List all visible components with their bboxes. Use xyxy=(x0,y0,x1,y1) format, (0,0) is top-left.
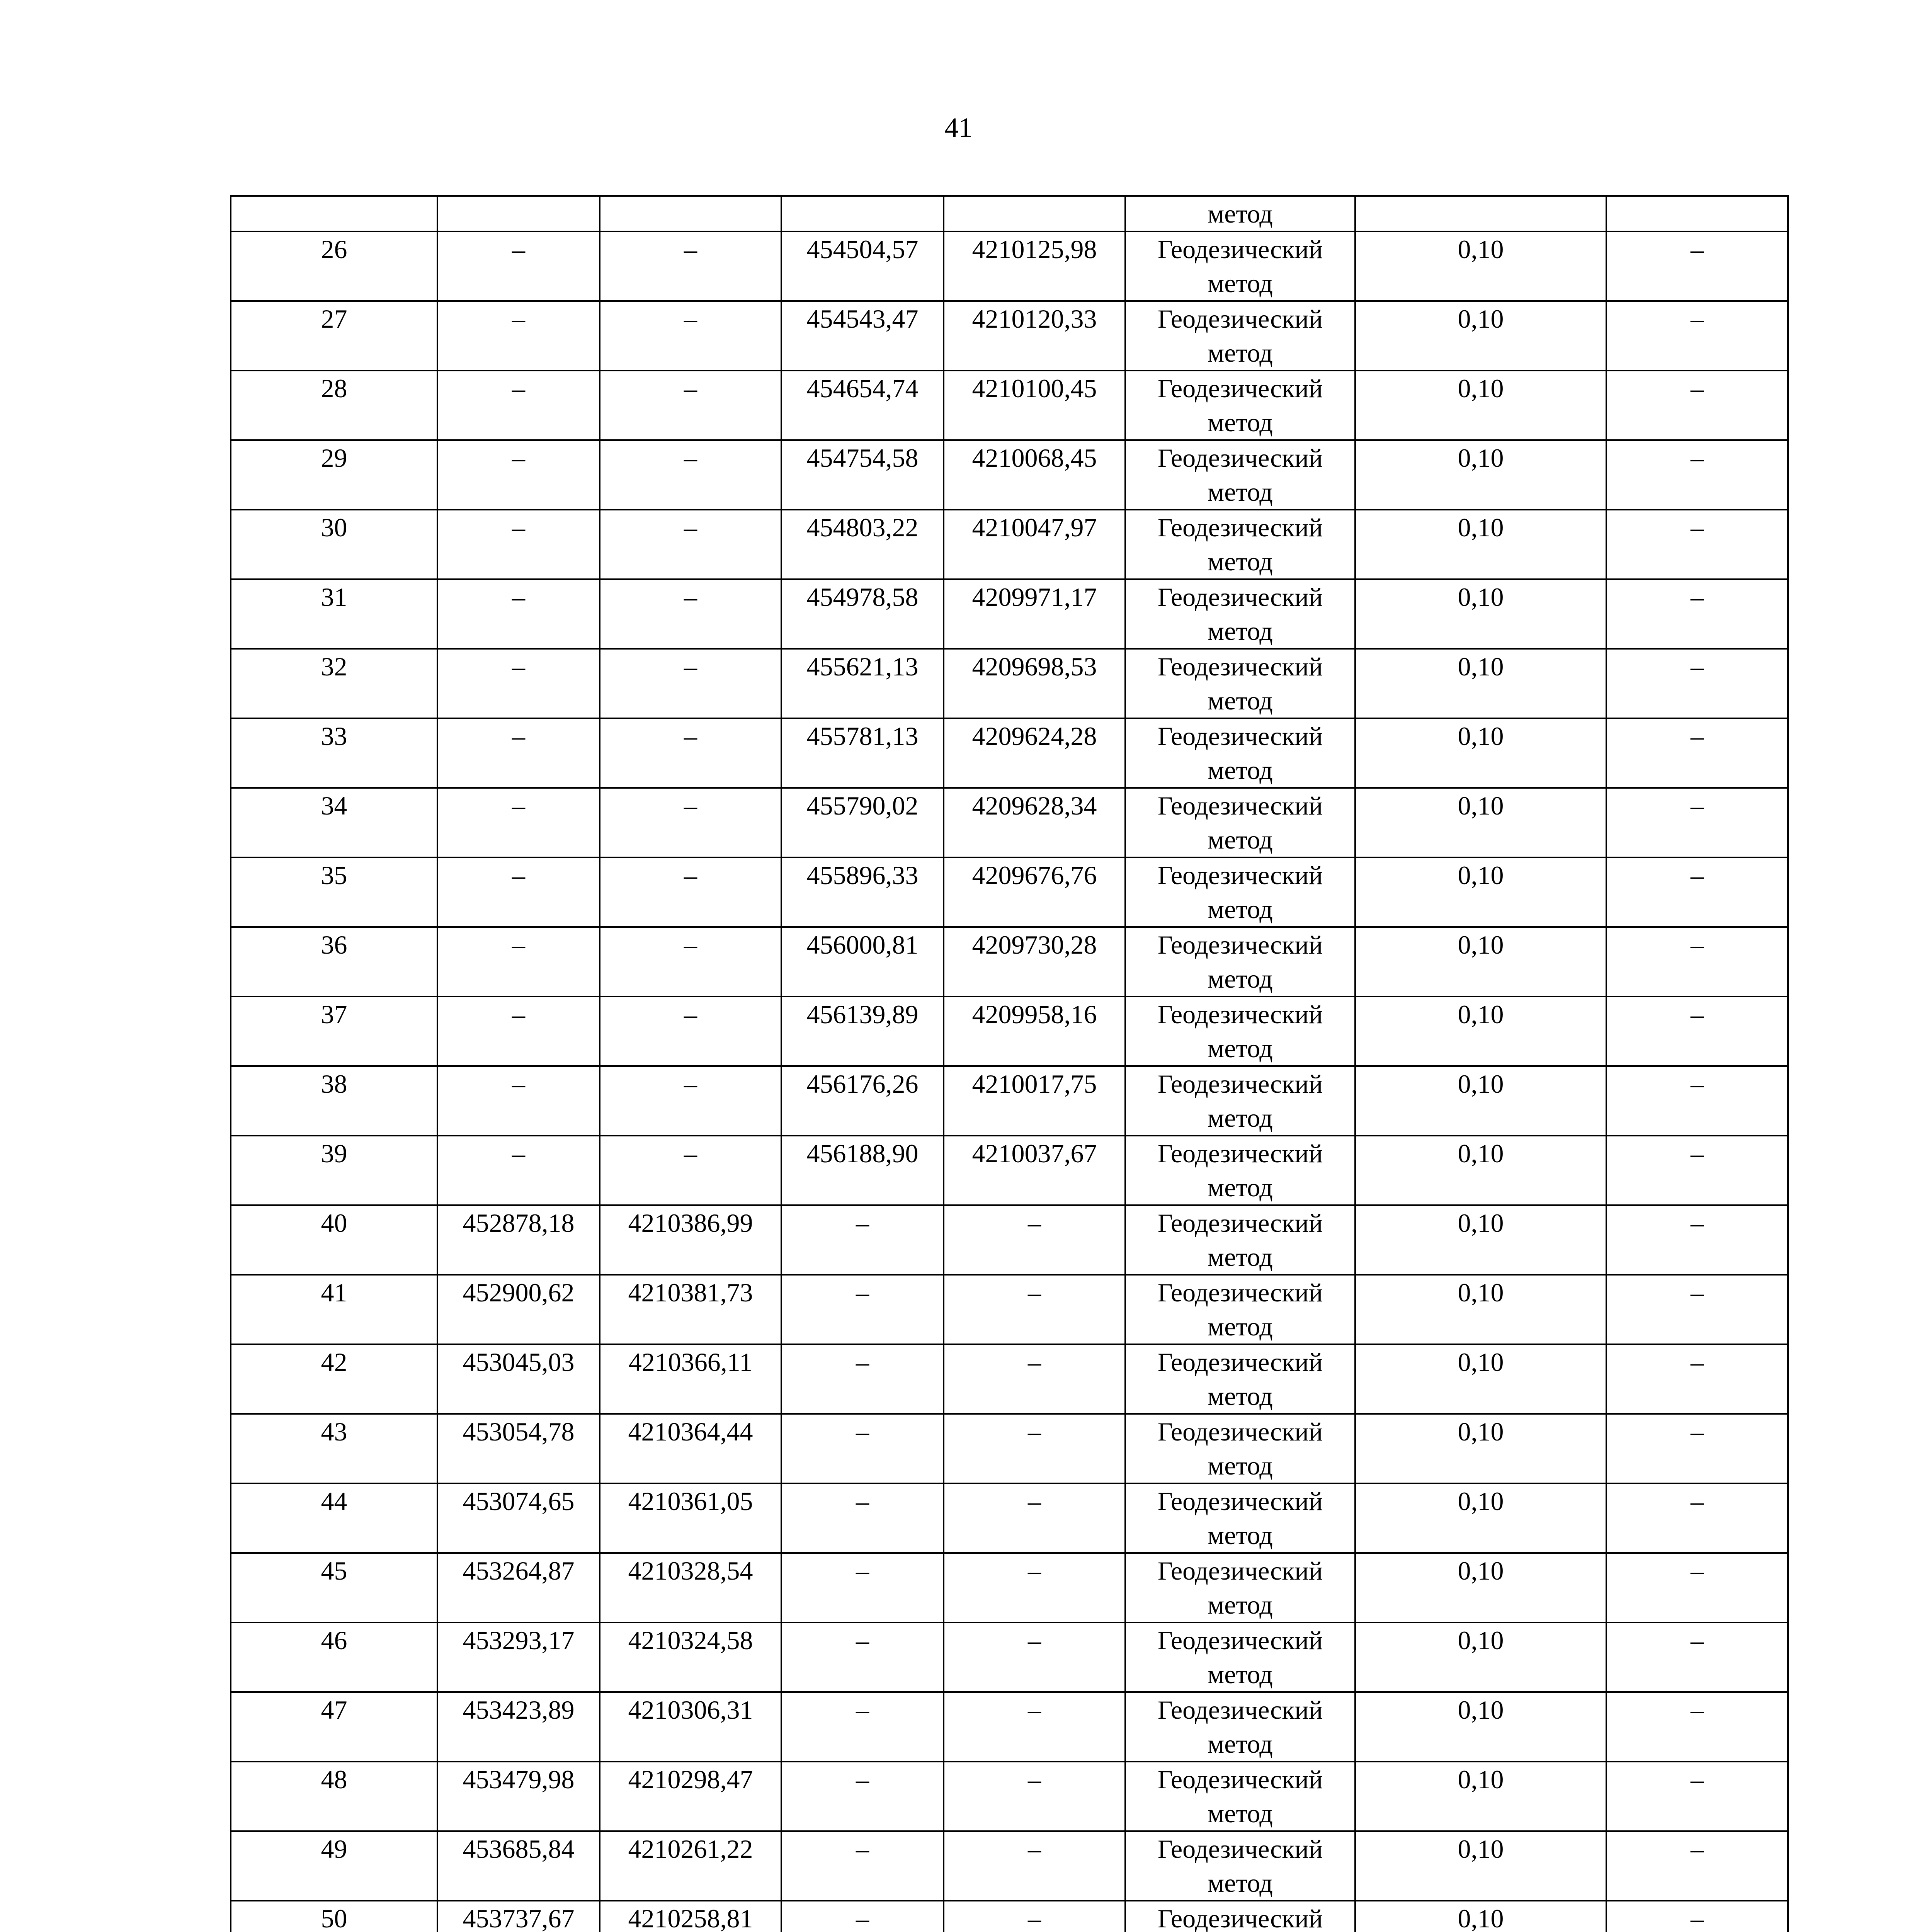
cell-y-new: – xyxy=(944,1344,1125,1414)
table-body xyxy=(231,196,1788,1932)
cell-accuracy: 0,10 xyxy=(1355,857,1606,927)
cell-accuracy: 0,10 xyxy=(1355,1692,1606,1762)
cell-note: – xyxy=(1606,1066,1788,1136)
cell-y-new: – xyxy=(944,1205,1125,1275)
cell-empty xyxy=(1606,196,1788,231)
cell-x-new: – xyxy=(781,1622,944,1692)
cell-method: Геодезический метод xyxy=(1125,1553,1355,1622)
cell-y-existing: 4210366,11 xyxy=(600,1344,781,1414)
cell-method: Геодезический метод xyxy=(1125,1692,1355,1762)
table-row xyxy=(231,510,1788,579)
cell-accuracy: 0,10 xyxy=(1355,1901,1606,1932)
cell-y-new: 4210068,45 xyxy=(944,440,1125,510)
cell-x-existing: 452900,62 xyxy=(437,1275,600,1344)
cell-x-new: 455781,13 xyxy=(781,718,944,788)
cell-x-new: 456139,89 xyxy=(781,997,944,1066)
cell-accuracy: 0,10 xyxy=(1355,1831,1606,1901)
cell-y-existing: – xyxy=(600,857,781,927)
table-row xyxy=(231,997,1788,1066)
cell-x-new: – xyxy=(781,1762,944,1831)
cell-note: – xyxy=(1606,1414,1788,1483)
cell-y-existing: – xyxy=(600,997,781,1066)
cell-y-existing: – xyxy=(600,301,781,371)
cell-x-existing: – xyxy=(437,231,600,301)
cell-method: Геодезический метод xyxy=(1125,1762,1355,1831)
cell-number: 37 xyxy=(231,997,437,1066)
cell-method: Геодезический метод xyxy=(1125,1205,1355,1275)
cell-y-new: 4209730,28 xyxy=(944,927,1125,997)
cell-method: Геодезический метод xyxy=(1125,1136,1355,1205)
cell-x-existing: – xyxy=(437,579,600,649)
cell-method: Геодезический метод xyxy=(1125,579,1355,649)
cell-note: – xyxy=(1606,788,1788,857)
cell-number: 44 xyxy=(231,1483,437,1553)
table-row xyxy=(231,788,1788,857)
table-row xyxy=(231,927,1788,997)
cell-note: – xyxy=(1606,1344,1788,1414)
cell-method: Геодезический xyxy=(1125,1901,1355,1932)
cell-y-existing: – xyxy=(600,510,781,579)
cell-x-new: 456000,81 xyxy=(781,927,944,997)
cell-x-new: 454543,47 xyxy=(781,301,944,371)
cell-accuracy: 0,10 xyxy=(1355,1344,1606,1414)
cell-y-new: 4210125,98 xyxy=(944,231,1125,301)
cell-number: 27 xyxy=(231,301,437,371)
cell-accuracy: 0,10 xyxy=(1355,231,1606,301)
cell-x-existing: 453737,67 xyxy=(437,1901,600,1932)
table-row xyxy=(231,1762,1788,1831)
cell-note: – xyxy=(1606,301,1788,371)
cell-y-new: 4210017,75 xyxy=(944,1066,1125,1136)
cell-number: 29 xyxy=(231,440,437,510)
cell-note: – xyxy=(1606,718,1788,788)
cell-x-existing: – xyxy=(437,857,600,927)
cell-y-existing: 4210258,81 xyxy=(600,1901,781,1932)
cell-accuracy: 0,10 xyxy=(1355,788,1606,857)
table-row xyxy=(231,1831,1788,1901)
cell-x-new: – xyxy=(781,1275,944,1344)
cell-x-new: 455790,02 xyxy=(781,788,944,857)
cell-x-existing: – xyxy=(437,1136,600,1205)
cell-accuracy: 0,10 xyxy=(1355,1275,1606,1344)
cell-number: 30 xyxy=(231,510,437,579)
cell-number: 34 xyxy=(231,788,437,857)
cell-accuracy: 0,10 xyxy=(1355,510,1606,579)
cell-y-new: 4210100,45 xyxy=(944,371,1125,440)
cell-x-existing: 453045,03 xyxy=(437,1344,600,1414)
cell-note: – xyxy=(1606,1622,1788,1692)
cell-number: 35 xyxy=(231,857,437,927)
cell-method: Геодезический метод xyxy=(1125,718,1355,788)
cell-note: – xyxy=(1606,1553,1788,1622)
cell-y-new: – xyxy=(944,1622,1125,1692)
table-row xyxy=(231,1344,1788,1414)
cell-y-new: – xyxy=(944,1762,1125,1831)
cell-y-new: 4210037,67 xyxy=(944,1136,1125,1205)
cell-x-existing: 453423,89 xyxy=(437,1692,600,1762)
cell-x-new: – xyxy=(781,1414,944,1483)
cell-y-existing: 4210381,73 xyxy=(600,1275,781,1344)
table-row xyxy=(231,857,1788,927)
cell-x-new: – xyxy=(781,1344,944,1414)
cell-empty xyxy=(231,196,437,231)
cell-y-new: – xyxy=(944,1901,1125,1932)
cell-empty xyxy=(944,196,1125,231)
cell-empty xyxy=(1355,196,1606,231)
cell-y-new: 4209624,28 xyxy=(944,718,1125,788)
cell-x-existing: 453479,98 xyxy=(437,1762,600,1831)
cell-y-new: – xyxy=(944,1414,1125,1483)
cell-note: – xyxy=(1606,1136,1788,1205)
cell-x-new: 456188,90 xyxy=(781,1136,944,1205)
cell-x-new: – xyxy=(781,1553,944,1622)
cell-number: 40 xyxy=(231,1205,437,1275)
cell-number: 38 xyxy=(231,1066,437,1136)
cell-x-new: 454504,57 xyxy=(781,231,944,301)
cell-note: – xyxy=(1606,927,1788,997)
cell-y-new: – xyxy=(944,1553,1125,1622)
cell-accuracy: 0,10 xyxy=(1355,579,1606,649)
cell-y-new: 4209958,16 xyxy=(944,997,1125,1066)
cell-x-existing: – xyxy=(437,301,600,371)
cell-x-existing: – xyxy=(437,440,600,510)
cell-note: – xyxy=(1606,1762,1788,1831)
cell-x-new: – xyxy=(781,1831,944,1901)
cell-y-existing: 4210261,22 xyxy=(600,1831,781,1901)
table-row xyxy=(231,301,1788,371)
cell-number: 50 xyxy=(231,1901,437,1932)
cell-accuracy: 0,10 xyxy=(1355,440,1606,510)
cell-x-existing: – xyxy=(437,788,600,857)
cell-x-new: 456176,26 xyxy=(781,1066,944,1136)
cell-x-new: 454978,58 xyxy=(781,579,944,649)
cell-note: – xyxy=(1606,1275,1788,1344)
cell-method: Геодезический метод xyxy=(1125,1344,1355,1414)
cell-number: 45 xyxy=(231,1553,437,1622)
cell-accuracy: 0,10 xyxy=(1355,927,1606,997)
cell-method: Геодезический метод xyxy=(1125,649,1355,718)
cell-note: – xyxy=(1606,857,1788,927)
table-row xyxy=(231,1205,1788,1275)
cell-y-new: 4209676,76 xyxy=(944,857,1125,927)
cell-accuracy: 0,10 xyxy=(1355,1483,1606,1553)
table-row xyxy=(231,1622,1788,1692)
cell-x-existing: – xyxy=(437,371,600,440)
cell-number: 31 xyxy=(231,579,437,649)
cell-x-existing: 453054,78 xyxy=(437,1414,600,1483)
cell-y-new: 4210120,33 xyxy=(944,301,1125,371)
cell-note: – xyxy=(1606,1692,1788,1762)
cell-x-existing: 453685,84 xyxy=(437,1831,600,1901)
cell-number: 39 xyxy=(231,1136,437,1205)
cell-y-new: – xyxy=(944,1275,1125,1344)
cell-number: 42 xyxy=(231,1344,437,1414)
cell-number: 48 xyxy=(231,1762,437,1831)
cell-y-existing: – xyxy=(600,788,781,857)
cell-x-new: – xyxy=(781,1205,944,1275)
cell-empty xyxy=(781,196,944,231)
cell-y-existing: – xyxy=(600,440,781,510)
cell-empty xyxy=(437,196,600,231)
cell-number: 33 xyxy=(231,718,437,788)
cell-number: 41 xyxy=(231,1275,437,1344)
cell-y-existing: – xyxy=(600,1136,781,1205)
cell-note: – xyxy=(1606,231,1788,301)
cell-accuracy: 0,10 xyxy=(1355,1205,1606,1275)
table-row xyxy=(231,231,1788,301)
cell-note: – xyxy=(1606,1483,1788,1553)
cell-y-existing: – xyxy=(600,371,781,440)
cell-method: Геодезический метод xyxy=(1125,371,1355,440)
cell-x-existing: – xyxy=(437,997,600,1066)
cell-number: 43 xyxy=(231,1414,437,1483)
cell-x-existing: 452878,18 xyxy=(437,1205,600,1275)
cell-accuracy: 0,10 xyxy=(1355,649,1606,718)
cell-y-existing: – xyxy=(600,927,781,997)
table-row xyxy=(231,1414,1788,1483)
cell-method: Геодезический метод xyxy=(1125,1622,1355,1692)
table-row xyxy=(231,371,1788,440)
cell-y-new: – xyxy=(944,1831,1125,1901)
table-row xyxy=(231,1901,1788,1932)
cell-y-existing: 4210324,58 xyxy=(600,1622,781,1692)
cell-method: Геодезический метод xyxy=(1125,1831,1355,1901)
cell-x-existing: – xyxy=(437,649,600,718)
cell-x-existing: – xyxy=(437,927,600,997)
cell-method: Геодезический метод xyxy=(1125,1275,1355,1344)
table-row xyxy=(231,649,1788,718)
cell-accuracy: 0,10 xyxy=(1355,1553,1606,1622)
cell-y-existing: – xyxy=(600,649,781,718)
cell-note: – xyxy=(1606,510,1788,579)
cell-y-new: 4209698,53 xyxy=(944,649,1125,718)
cell-accuracy: 0,10 xyxy=(1355,371,1606,440)
cell-x-existing: – xyxy=(437,510,600,579)
cell-y-existing: – xyxy=(600,579,781,649)
cell-number: 47 xyxy=(231,1692,437,1762)
cell-x-existing: – xyxy=(437,1066,600,1136)
cell-number: 49 xyxy=(231,1831,437,1901)
cell-y-existing: 4210298,47 xyxy=(600,1762,781,1831)
cell-note: – xyxy=(1606,371,1788,440)
cell-accuracy: 0,10 xyxy=(1355,1136,1606,1205)
table-row xyxy=(231,1275,1788,1344)
cell-y-existing: – xyxy=(600,718,781,788)
table-row-continued xyxy=(231,196,1788,231)
cell-number: 36 xyxy=(231,927,437,997)
cell-accuracy: 0,10 xyxy=(1355,301,1606,371)
cell-method: Геодезический метод xyxy=(1125,301,1355,371)
cell-x-new: 454754,58 xyxy=(781,440,944,510)
cell-method: Геодезический метод xyxy=(1125,440,1355,510)
cell-note: – xyxy=(1606,579,1788,649)
cell-accuracy: 0,10 xyxy=(1355,1414,1606,1483)
cell-method: Геодезический метод xyxy=(1125,857,1355,927)
cell-number: 26 xyxy=(231,231,437,301)
cell-y-existing: – xyxy=(600,1066,781,1136)
table-row xyxy=(231,1136,1788,1205)
table-row xyxy=(231,1066,1788,1136)
cell-accuracy: 0,10 xyxy=(1355,1622,1606,1692)
cell-y-new: – xyxy=(944,1692,1125,1762)
cell-note: – xyxy=(1606,1901,1788,1932)
cell-x-new: – xyxy=(781,1901,944,1932)
table-row xyxy=(231,1692,1788,1762)
cell-y-existing: 4210364,44 xyxy=(600,1414,781,1483)
cell-y-existing: 4210328,54 xyxy=(600,1553,781,1622)
cell-accuracy: 0,10 xyxy=(1355,718,1606,788)
cell-x-existing: – xyxy=(437,718,600,788)
cell-x-existing: 453264,87 xyxy=(437,1553,600,1622)
cell-x-new: 455621,13 xyxy=(781,649,944,718)
cell-y-new: 4209628,34 xyxy=(944,788,1125,857)
cell-method: Геодезический метод xyxy=(1125,927,1355,997)
cell-method: Геодезический метод xyxy=(1125,1483,1355,1553)
cell-y-existing: 4210306,31 xyxy=(600,1692,781,1762)
cell-y-new: 4210047,97 xyxy=(944,510,1125,579)
cell-y-existing: 4210386,99 xyxy=(600,1205,781,1275)
cell-number: 28 xyxy=(231,371,437,440)
cell-x-new: 454803,22 xyxy=(781,510,944,579)
cell-note: – xyxy=(1606,1831,1788,1901)
table-row xyxy=(231,718,1788,788)
cell-y-new: – xyxy=(944,1483,1125,1553)
cell-accuracy: 0,10 xyxy=(1355,1066,1606,1136)
cell-method: метод xyxy=(1125,196,1355,231)
cell-empty xyxy=(600,196,781,231)
cell-method: Геодезический метод xyxy=(1125,788,1355,857)
page-number: 41 xyxy=(944,112,973,143)
cell-x-new: – xyxy=(781,1483,944,1553)
cell-y-new: 4209971,17 xyxy=(944,579,1125,649)
cell-method: Геодезический метод xyxy=(1125,997,1355,1066)
coordinates-table xyxy=(230,195,1789,1932)
cell-note: – xyxy=(1606,997,1788,1066)
table-row xyxy=(231,579,1788,649)
table-row xyxy=(231,1553,1788,1622)
cell-x-new: 454654,74 xyxy=(781,371,944,440)
cell-accuracy: 0,10 xyxy=(1355,1762,1606,1831)
cell-y-existing: 4210361,05 xyxy=(600,1483,781,1553)
cell-x-new: – xyxy=(781,1692,944,1762)
cell-method: Геодезический метод xyxy=(1125,1066,1355,1136)
cell-method: Геодезический метод xyxy=(1125,231,1355,301)
cell-accuracy: 0,10 xyxy=(1355,997,1606,1066)
cell-number: 32 xyxy=(231,649,437,718)
cell-x-existing: 453074,65 xyxy=(437,1483,600,1553)
cell-method: Геодезический метод xyxy=(1125,1414,1355,1483)
cell-x-existing: 453293,17 xyxy=(437,1622,600,1692)
cell-number: 46 xyxy=(231,1622,437,1692)
cell-y-existing: – xyxy=(600,231,781,301)
table-row xyxy=(231,1483,1788,1553)
cell-method: Геодезический метод xyxy=(1125,510,1355,579)
cell-note: – xyxy=(1606,649,1788,718)
cell-note: – xyxy=(1606,1205,1788,1275)
table-row xyxy=(231,440,1788,510)
cell-note: – xyxy=(1606,440,1788,510)
cell-x-new: 455896,33 xyxy=(781,857,944,927)
